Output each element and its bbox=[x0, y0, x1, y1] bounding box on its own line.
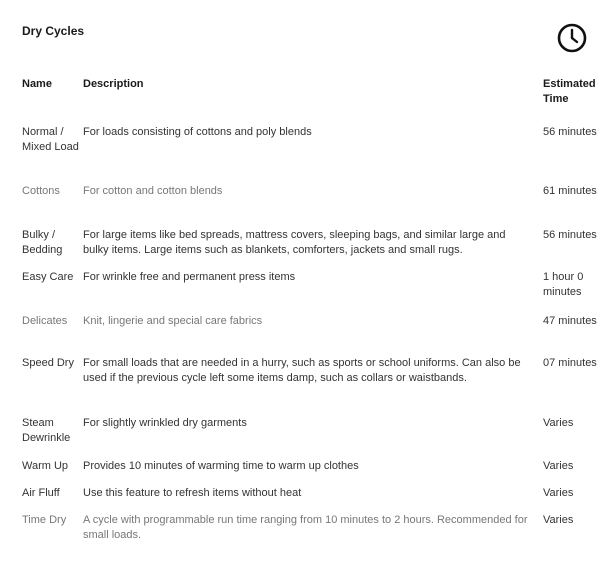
column-header-description: Description bbox=[83, 78, 144, 90]
cycle-time: Varies bbox=[543, 460, 574, 472]
column-header-time: Estimated Time bbox=[543, 78, 596, 105]
cycle-time: 07 minutes bbox=[543, 357, 597, 369]
clock-icon bbox=[556, 22, 588, 54]
cycle-name: Warm Up bbox=[22, 460, 69, 472]
cycle-description: Provides 10 minutes of warming time to warm up clothes bbox=[83, 460, 359, 472]
cycle-description: For large items like bed spreads, mattress covers, sleeping bags, and similar large and bulky items. Large items such as blankets, comforters, jackets and small rugs. bbox=[83, 229, 506, 256]
cycle-name: Delicates bbox=[22, 315, 68, 327]
cycle-time: Varies bbox=[543, 487, 574, 499]
cycle-description: For wrinkle free and permanent press items bbox=[83, 271, 296, 283]
cycle-time: 61 minutes bbox=[543, 185, 597, 197]
cycle-name: Easy Care bbox=[22, 271, 74, 283]
cycle-time: 56 minutes bbox=[543, 126, 597, 138]
cycle-name: Time Dry bbox=[22, 514, 67, 526]
cycle-name: Air Fluff bbox=[22, 487, 60, 499]
cycle-name: Normal / Mixed Load bbox=[22, 126, 79, 153]
cycle-time: Varies bbox=[543, 514, 574, 526]
column-header-name: Name bbox=[22, 78, 52, 90]
cycle-time: Varies bbox=[543, 417, 574, 429]
cycle-description: For cotton and cotton blends bbox=[83, 185, 223, 197]
cycle-description: For slightly wrinkled dry garments bbox=[83, 417, 247, 429]
cycle-time: 1 hour 0 minutes bbox=[543, 271, 584, 298]
cycle-description: For loads consisting of cottons and poly blends bbox=[83, 126, 312, 138]
cycle-time: 47 minutes bbox=[543, 315, 597, 327]
cycle-description: For small loads that are needed in a hurry, such as sports or school uniforms. Can also be used if the previous cycle left some items damp, such as collars or waistbands. bbox=[83, 357, 521, 384]
cycle-name: Steam Dewrinkle bbox=[22, 417, 71, 444]
cycle-description: A cycle with programmable run time ranging from 10 minutes to 2 hours. Recommended for small loads. bbox=[83, 514, 528, 541]
cycle-name: Speed Dry bbox=[22, 357, 74, 369]
cycle-time: 56 minutes bbox=[543, 229, 597, 241]
cycle-name: Cottons bbox=[22, 185, 60, 197]
cycle-description: Knit, lingerie and special care fabrics bbox=[83, 315, 263, 327]
page-title: Dry Cycles bbox=[22, 24, 85, 38]
cycle-name: Bulky / Bedding bbox=[22, 229, 63, 256]
cycle-description: Use this feature to refresh items without heat bbox=[83, 487, 302, 499]
